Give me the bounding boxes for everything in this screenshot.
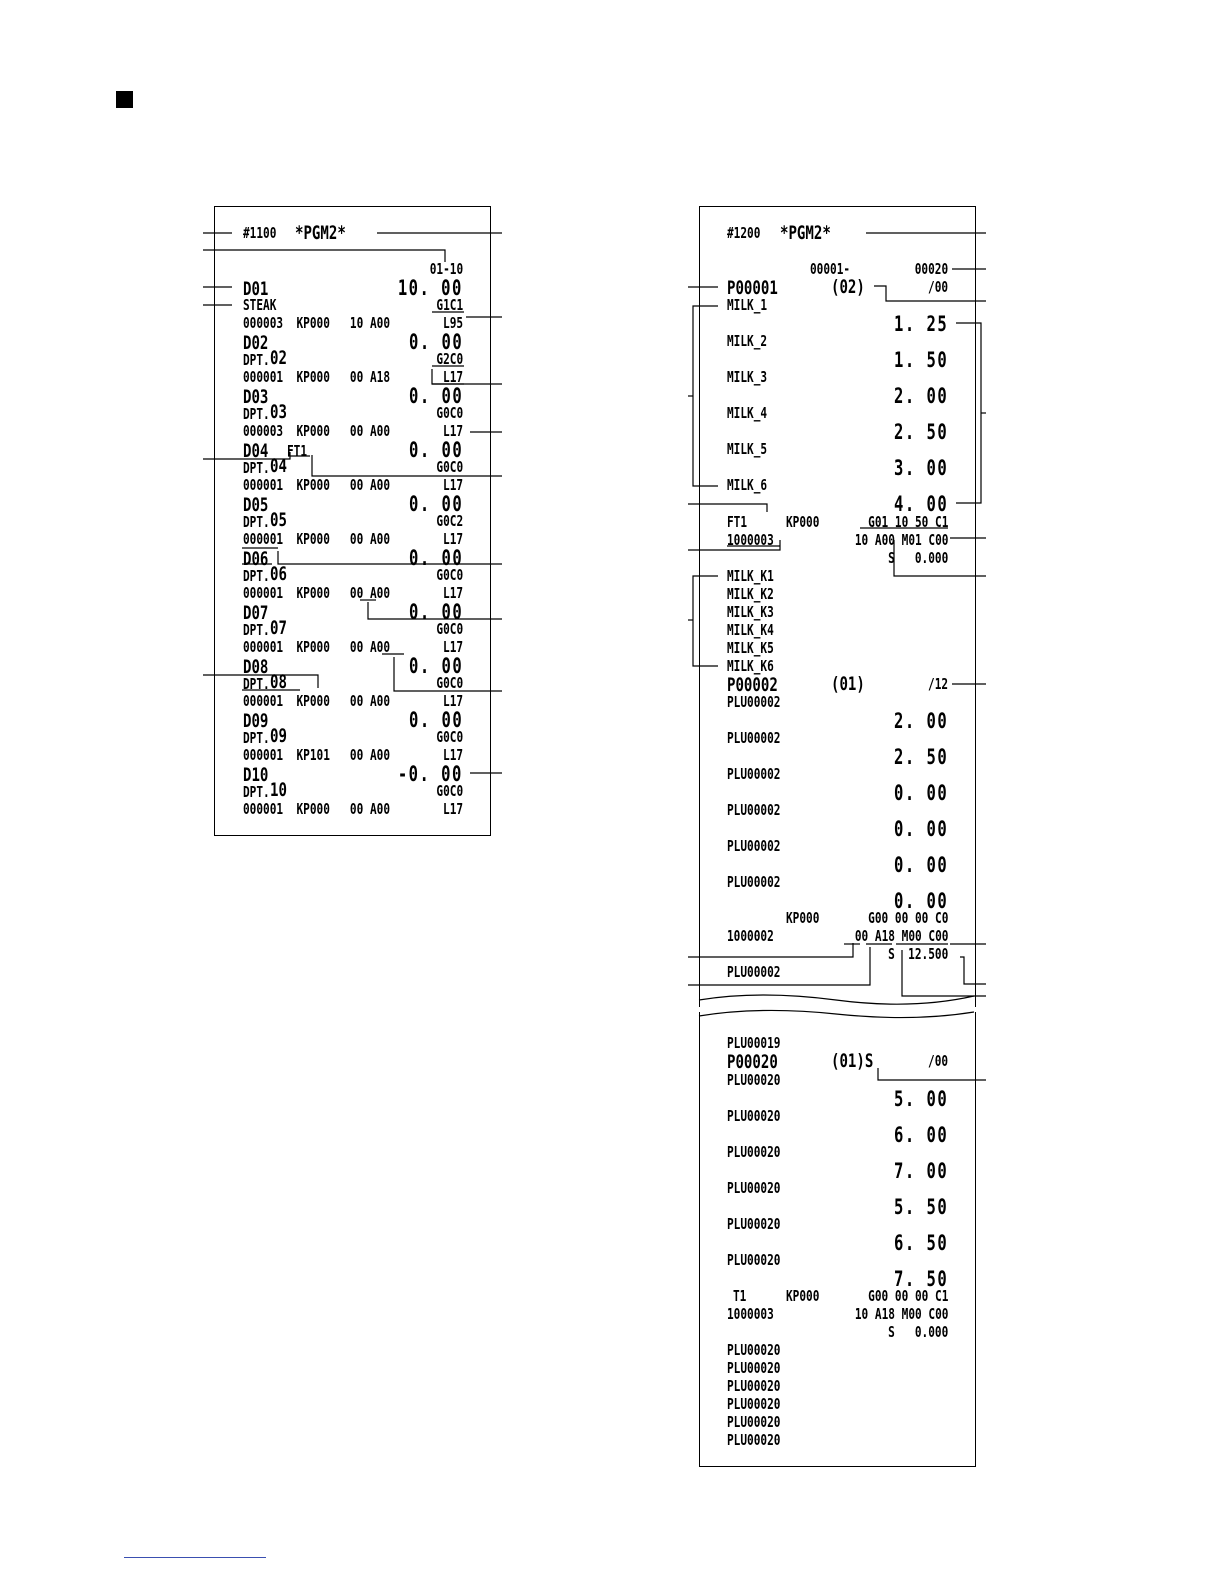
receipt1-mode: *PGM2* (295, 222, 346, 244)
plu20-item-name: PLU00020 (727, 1251, 781, 1269)
dept-detail: 000001 KP000 00 A18 (243, 368, 391, 386)
p2-suffix: /12 (927, 675, 948, 693)
milk-item-price: 4. 00 (893, 492, 948, 516)
dept-detail: 000001 KP000 00 A00 (243, 530, 391, 548)
receipt2-range-start: 00001- (810, 260, 851, 278)
dept-code: D08 (243, 656, 269, 678)
plu20-item-name: PLU00020 (727, 1143, 781, 1161)
tail-plu: PLU00020 (727, 1431, 781, 1449)
dept-name-prefix: DPT. (243, 567, 270, 585)
p1-code: P00001 (727, 277, 778, 299)
t-line2-c: 10 A18 M00 C00 (854, 1305, 948, 1323)
kitchen-name: MILK_K1 (727, 567, 774, 585)
dept-code: D10 (243, 764, 269, 786)
p20-code: P00020 (727, 1051, 778, 1073)
dept-level: L17 (442, 746, 463, 764)
plu2-item-price: 0. 00 (893, 853, 948, 877)
milk-item-name: MILK_6 (727, 476, 768, 494)
dept-amount: 0. 00 (408, 384, 463, 408)
dept-detail: 000001 KP000 00 A00 (243, 584, 391, 602)
dept-code: D09 (243, 710, 269, 732)
dept-level: L17 (442, 476, 463, 494)
dept-level: L17 (442, 692, 463, 710)
plu2-item-name: PLU00002 (727, 801, 781, 819)
dept-level: L95 (442, 314, 463, 332)
dept-name-num: 04 (270, 455, 287, 477)
plu2-item-price: 0. 00 (893, 889, 948, 913)
dept-amount: 10. 00 (397, 276, 463, 300)
dept-code: D05 (243, 494, 269, 516)
dept-amount: 0. 00 (408, 600, 463, 624)
dept-level: L17 (442, 584, 463, 602)
plu2-item-name: PLU00002 (727, 873, 781, 891)
kitchen-name: MILK_K6 (727, 657, 774, 675)
kitchen-name: MILK_K3 (727, 603, 774, 621)
dept-amount: 0. 00 (408, 708, 463, 732)
plu2-item-price: 2. 50 (893, 745, 948, 769)
t-line-c: G00 00 00 C1 (867, 1287, 948, 1305)
dept-group: G0C0 (436, 620, 463, 638)
dept-name-prefix: DPT. (243, 729, 270, 747)
dept-name-prefix: DPT. (243, 405, 270, 423)
milk-item-price: 2. 50 (893, 420, 948, 444)
kitchen-name: MILK_K4 (727, 621, 774, 639)
milk-item-price: 3. 00 (893, 456, 948, 480)
plu2-item-price: 0. 00 (893, 781, 948, 805)
milk-item-name: MILK_4 (727, 404, 768, 422)
tail-plu: PLU00020 (727, 1413, 781, 1431)
milk-item-name: MILK_5 (727, 440, 768, 458)
tail-plu: PLU00020 (727, 1395, 781, 1413)
dept-name-num: 03 (270, 401, 287, 423)
milk-item-name: MILK_3 (727, 368, 768, 386)
dept-code: D07 (243, 602, 269, 624)
dept-group: G0C2 (436, 512, 463, 530)
plu2-item-name: PLU00002 (727, 729, 781, 747)
dept-amount: 0. 00 (408, 546, 463, 570)
tail-plu: PLU00020 (727, 1359, 781, 1377)
dept-amount: 0. 00 (408, 330, 463, 354)
footer-rule (124, 1557, 266, 1558)
dept-detail: 000001 KP000 00 A00 (243, 800, 391, 818)
dept-code: D01 (243, 278, 269, 300)
kp-line-c: G00 00 00 C0 (867, 909, 948, 927)
plu20-item-name: PLU00020 (727, 1107, 781, 1125)
p20-suffix: /00 (927, 1052, 948, 1070)
p1-suffix: /00 (927, 278, 948, 296)
dept-detail: 000001 KP101 00 A00 (243, 746, 391, 764)
ft-line3-c: S 0.000 (887, 549, 948, 567)
dept-group: G1C1 (436, 296, 463, 314)
t-line3-c: S 0.000 (887, 1323, 948, 1341)
dept-code: D03 (243, 386, 269, 408)
dept-name-prefix: DPT. (243, 783, 270, 801)
receipt2-range-end: 00020 (914, 260, 948, 278)
plu20-item-price: 7. 00 (893, 1159, 948, 1183)
plu2-item-name: PLU00002 (727, 765, 781, 783)
dept-group: G0C0 (436, 782, 463, 800)
t-line-a: T1 (733, 1287, 747, 1305)
dept-name: STEAK (243, 296, 277, 314)
plu20-item-price: 6. 00 (893, 1123, 948, 1147)
dept-amount: 0. 00 (408, 492, 463, 516)
dept-code: D02 (243, 332, 269, 354)
dept-detail: 000003 KP000 00 A00 (243, 422, 391, 440)
dept-name-prefix: DPT. (243, 675, 270, 693)
milk-item-price: 2. 00 (893, 384, 948, 408)
dept-name-prefix: DPT. (243, 621, 270, 639)
dept-extra: FT1 (287, 442, 308, 460)
kp-line2-a: 1000002 (727, 927, 774, 945)
ft-line-c: G01 10 50 C1 (867, 513, 948, 531)
dept-group: G0C0 (436, 458, 463, 476)
plu2-item-name: PLU00002 (727, 693, 781, 711)
dept-level: L17 (442, 800, 463, 818)
dept-level: L17 (442, 422, 463, 440)
dept-name-num: 05 (270, 509, 287, 531)
milk-item-price: 1. 25 (893, 312, 948, 336)
last-plu-top: PLU00002 (727, 963, 781, 981)
plu20-item-price: 5. 00 (893, 1087, 948, 1111)
receipt1-range: 01-10 (429, 260, 463, 278)
receipt1-id: #1100 (243, 224, 277, 242)
dept-group: G0C0 (436, 728, 463, 746)
dept-name-num: 02 (270, 347, 287, 369)
plu20-item-price: 7. 50 (893, 1267, 948, 1291)
dept-amount: 0. 00 (408, 654, 463, 678)
dept-name-prefix: DPT. (243, 351, 270, 369)
plu20-item-price: 6. 50 (893, 1231, 948, 1255)
plu2-item-price: 2. 00 (893, 709, 948, 733)
ft-line-a: FT1 (727, 513, 748, 531)
kp-line3-c: S 12.500 (887, 945, 948, 963)
plu20-item-name: PLU00020 (727, 1071, 781, 1089)
milk-item-price: 1. 50 (893, 348, 948, 372)
t-line-b: KP000 (786, 1287, 820, 1305)
dept-code: D04 (243, 440, 269, 462)
dept-group: G2C0 (436, 350, 463, 368)
milk-item-name: MILK_2 (727, 332, 768, 350)
dept-code: D06 (243, 548, 269, 570)
dept-name-prefix: DPT. (243, 513, 270, 531)
dept-detail: 000001 KP000 00 A00 (243, 638, 391, 656)
kp-line2-c: 00 A18 M00 C00 (854, 927, 948, 945)
dept-detail: 000003 KP000 10 A00 (243, 314, 391, 332)
dept-detail: 000001 KP000 00 A00 (243, 692, 391, 710)
t-line2-a: 1000003 (727, 1305, 774, 1323)
p2-code: P00002 (727, 674, 778, 696)
dept-group: G0C0 (436, 674, 463, 692)
plu19: PLU00019 (727, 1034, 781, 1052)
ft-line2-c: 10 A00 M01 C00 (854, 531, 948, 549)
dept-name-num: 09 (270, 725, 287, 747)
dept-group: G0C0 (436, 566, 463, 584)
plu20-item-name: PLU00020 (727, 1215, 781, 1233)
kitchen-name: MILK_K5 (727, 639, 774, 657)
receipt2-mode: *PGM2* (780, 222, 831, 244)
dept-detail: 000001 KP000 00 A00 (243, 476, 391, 494)
dept-group: G0C0 (436, 404, 463, 422)
dept-name-num: 10 (270, 779, 287, 801)
ft-line-b: KP000 (786, 513, 820, 531)
plu20-item-name: PLU00020 (727, 1179, 781, 1197)
plu20-item-price: 5. 50 (893, 1195, 948, 1219)
tail-plu: PLU00020 (727, 1377, 781, 1395)
p2-count: (01) (831, 673, 865, 695)
tail-plu: PLU00020 (727, 1341, 781, 1359)
dept-amount: 0. 00 (408, 438, 463, 462)
dept-name-num: 08 (270, 671, 287, 693)
dept-name-prefix: DPT. (243, 459, 270, 477)
dept-level: L17 (442, 530, 463, 548)
dept-name-num: 06 (270, 563, 287, 585)
plu2-item-name: PLU00002 (727, 837, 781, 855)
dept-amount: -0. 00 (397, 762, 463, 786)
kitchen-name: MILK_K2 (727, 585, 774, 603)
plu2-item-price: 0. 00 (893, 817, 948, 841)
ft-line2-a: 1000003 (727, 531, 774, 549)
dept-level: L17 (442, 368, 463, 386)
dept-level: L17 (442, 638, 463, 656)
p1-count: (02) (831, 276, 865, 298)
kp-line-b: KP000 (786, 909, 820, 927)
receipt2-id: #1200 (727, 224, 761, 242)
p20-count: (01)S (831, 1050, 874, 1072)
dept-name-num: 07 (270, 617, 287, 639)
milk-item-name: MILK_1 (727, 296, 768, 314)
